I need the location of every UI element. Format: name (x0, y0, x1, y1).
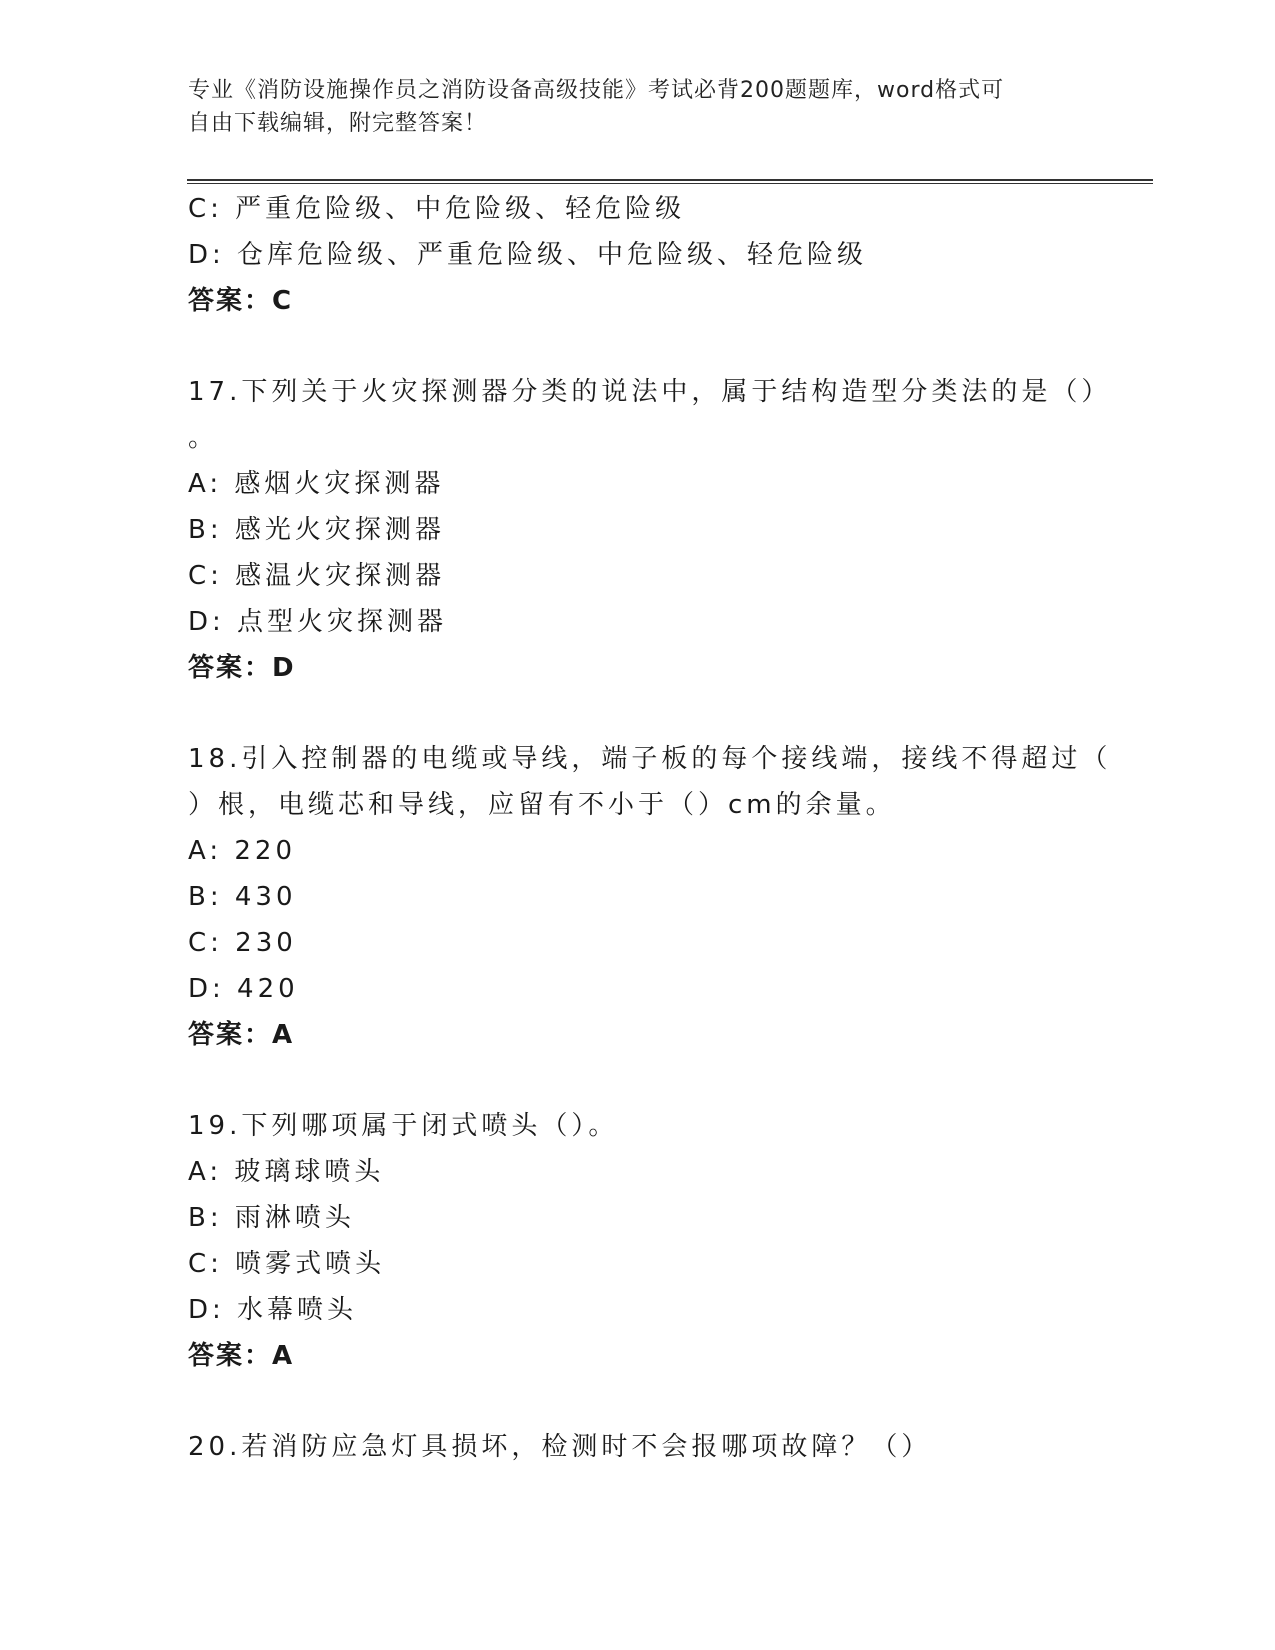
option-d: D: 水幕喷头 (188, 1295, 358, 1325)
option-a: A: 玻璃球喷头 (188, 1157, 385, 1187)
option-c: C: 喷雾式喷头 (188, 1249, 386, 1279)
question-stem-continued: 。 (188, 423, 219, 453)
header-divider-thin (187, 183, 1153, 184)
header-divider (187, 179, 1153, 181)
answer: 答案：A (188, 1020, 295, 1050)
option-d: D: 420 (188, 974, 299, 1004)
question-20 (188, 1424, 1088, 1470)
question-18 (188, 736, 1112, 1058)
option-b: B: 430 (188, 882, 297, 912)
answer: 答案：D (188, 653, 296, 683)
question-stem: 19.下列哪项属于闭式喷头（）。 (188, 1111, 619, 1141)
question-stem-continued: ）根，电缆芯和导线，应留有不小于（）cm的余量。 (188, 790, 896, 820)
option-c: C: 严重危险级、中危险级、轻危险级 (188, 194, 686, 224)
header-line-2: 自由下载编辑，附完整答案！ (188, 111, 488, 136)
document-body (188, 186, 1112, 1470)
question-16-tail (188, 186, 1088, 324)
page-header (188, 74, 1088, 140)
question-stem: 17.下列关于火灾探测器分类的说法中，属于结构造型分类法的是（） (188, 377, 1112, 407)
option-c: C: 感温火灾探测器 (188, 561, 446, 591)
answer: 答案：C (188, 286, 294, 316)
question-19 (188, 1103, 1088, 1379)
question-17 (188, 369, 1112, 691)
question-stem: 20.若消防应急灯具损坏，检测时不会报哪项故障？（） (188, 1432, 932, 1462)
option-b: B: 雨淋喷头 (188, 1203, 355, 1233)
option-d: D: 仓库危险级、严重危险级、中危险级、轻危险级 (188, 240, 868, 270)
answer: 答案：A (188, 1341, 295, 1371)
option-c: C: 230 (188, 928, 297, 958)
option-a: A: 220 (188, 836, 296, 866)
option-b: B: 感光火灾探测器 (188, 515, 445, 545)
option-d: D: 点型火灾探测器 (188, 607, 448, 637)
header-line-1: 专业《消防设施操作员之消防设备高级技能》考试必背200题题库，word格式可 (188, 78, 1005, 103)
option-a: A: 感烟火灾探测器 (188, 469, 445, 499)
question-stem: 18.引入控制器的电缆或导线，端子板的每个接线端，接线不得超过（ (188, 744, 1112, 774)
